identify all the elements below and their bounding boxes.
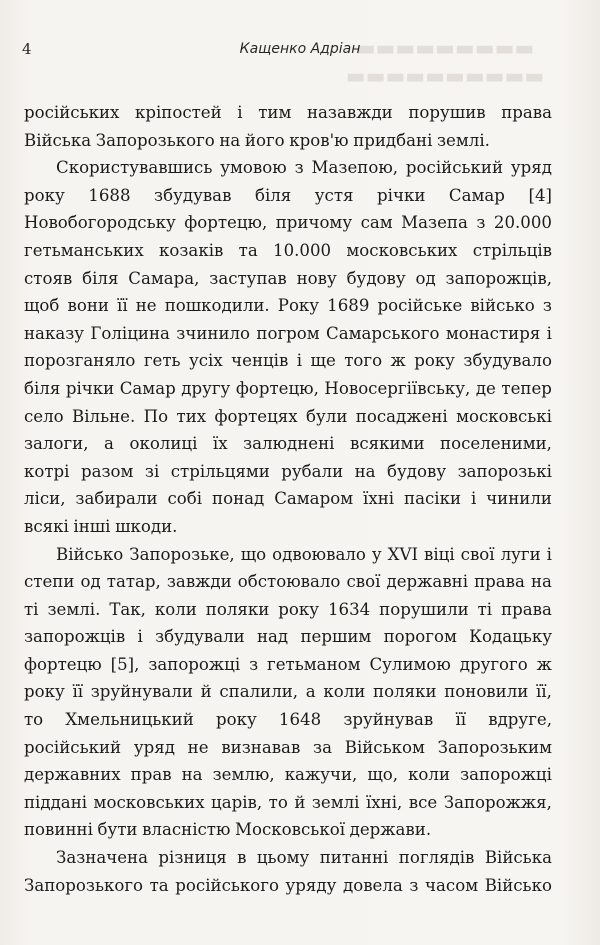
text-line: [24, 237, 552, 265]
word: державні: [386, 572, 469, 592]
word: Військом: [344, 737, 425, 757]
word: року: [24, 185, 65, 205]
text-line: [24, 375, 552, 403]
word: зчинило: [176, 323, 251, 343]
word: свої: [460, 544, 495, 564]
word: і: [296, 351, 303, 371]
text-line: [24, 678, 552, 706]
word: кріпостей: [134, 103, 222, 122]
word: 1648: [278, 710, 322, 730]
word: ченців: [231, 351, 289, 371]
text-line: [24, 651, 552, 679]
word: Війська: [484, 848, 552, 868]
word: залюднені: [243, 434, 335, 454]
word: XVI: [387, 544, 419, 564]
body-text: [24, 99, 552, 899]
word: збудував: [154, 185, 232, 205]
word: котрі: [24, 461, 70, 481]
word: і: [237, 103, 243, 122]
word: поновили: [444, 682, 529, 702]
text-line: [24, 541, 552, 569]
word: царів,: [211, 792, 263, 812]
word: пасіки: [404, 489, 462, 509]
word: Військо: [484, 875, 552, 895]
word: року: [215, 710, 257, 730]
word: назавжди: [306, 103, 393, 122]
word: ще: [310, 351, 336, 371]
word: всякими: [350, 434, 425, 454]
word: де: [475, 378, 496, 398]
word: Хмельницький: [65, 710, 194, 730]
word: біля: [24, 378, 61, 398]
word: збудували: [155, 627, 245, 647]
word: зруйнували: [90, 682, 193, 702]
word: придбані: [353, 130, 433, 150]
word: фортецю,: [235, 378, 319, 398]
word: що,: [367, 765, 399, 785]
word: того: [344, 351, 383, 371]
word: все: [408, 792, 438, 812]
word: вдруге,: [488, 710, 552, 730]
word: гетьманських: [24, 240, 144, 260]
word: 1634: [327, 599, 371, 619]
word: з: [249, 654, 259, 674]
word: землі.: [47, 599, 101, 619]
word: Московської: [235, 820, 346, 840]
word: їх: [212, 434, 228, 454]
word: бути: [97, 820, 138, 840]
word: з: [542, 296, 552, 316]
word: кров'ю: [289, 130, 349, 150]
word: їхні: [363, 489, 395, 509]
word: од: [415, 268, 436, 288]
word: Самар: [448, 185, 505, 205]
word: зруйнував: [343, 710, 434, 730]
word: 1688: [88, 185, 131, 205]
word: посаджені: [355, 406, 448, 426]
word: її: [117, 296, 128, 316]
word: були: [306, 406, 348, 426]
word: одвоювало: [272, 544, 366, 564]
word: другу: [181, 378, 231, 398]
word: а: [305, 682, 316, 702]
word: тим: [258, 103, 292, 122]
word: шкоди.: [115, 516, 178, 536]
text-line: [24, 265, 552, 293]
word: Запорожжя,: [443, 792, 552, 812]
text-line: [24, 596, 552, 624]
word: державних: [24, 765, 121, 785]
word: стрільцями: [170, 461, 270, 481]
word: село: [24, 406, 64, 426]
text-line: [24, 485, 552, 513]
word: московські: [456, 406, 552, 426]
word: року: [24, 682, 65, 702]
word: околиці: [129, 434, 198, 454]
word: запорожців: [24, 627, 126, 647]
word: його: [244, 130, 285, 150]
word: причому: [275, 213, 353, 233]
word: другого: [459, 654, 528, 674]
word: порогом: [383, 627, 457, 647]
word: 20.000: [493, 213, 552, 233]
text-line: [24, 320, 552, 348]
word: й: [200, 682, 212, 702]
word: кажучи,: [284, 765, 358, 785]
word: ліси,: [24, 489, 66, 509]
text-line: [24, 872, 552, 900]
word: визнавав: [221, 737, 301, 757]
word: поляки: [373, 682, 437, 702]
word: Війська: [24, 130, 92, 150]
word: різниця: [158, 848, 227, 868]
word: нову: [296, 268, 337, 288]
word: стрільців: [472, 240, 552, 260]
word: будову: [387, 461, 447, 481]
word: і: [470, 489, 477, 509]
word: ж: [390, 351, 406, 371]
word: її,: [536, 682, 552, 702]
word: біля: [82, 268, 119, 288]
word: з: [476, 213, 486, 233]
word: Запорозького: [95, 130, 215, 150]
word: Запорозьке,: [129, 544, 235, 564]
word: Новобогородську: [24, 213, 176, 233]
word: залоги,: [24, 434, 89, 454]
word: чинили: [486, 489, 552, 509]
word: коли: [323, 682, 366, 702]
word: над: [256, 627, 289, 647]
word: прав: [130, 765, 172, 785]
word: Зазначена: [56, 848, 148, 868]
word: то: [24, 710, 44, 730]
word: коли: [154, 599, 197, 619]
word: [5],: [110, 654, 140, 674]
word: піддані: [24, 792, 88, 812]
word: Скористувавшись: [56, 158, 213, 178]
word: і: [546, 544, 552, 564]
word: на: [219, 130, 241, 150]
word: Запорозького: [24, 875, 144, 895]
text-line: [24, 347, 552, 375]
word: гетьманом: [267, 654, 361, 674]
word: ж: [536, 654, 552, 674]
word: порозганяло: [24, 351, 136, 371]
word: на: [181, 765, 203, 785]
word: запорожці: [148, 654, 241, 674]
word: Самар: [119, 378, 176, 398]
text-line: [24, 127, 552, 155]
word: луги: [500, 544, 541, 564]
word: а: [104, 434, 114, 454]
word: віці: [424, 544, 455, 564]
word: й: [294, 792, 306, 812]
word: не: [135, 296, 157, 316]
word: річки: [65, 378, 115, 398]
word: зі: [144, 461, 160, 481]
word: геть: [143, 351, 181, 371]
running-header: [22, 40, 578, 64]
word: Голіцина: [90, 323, 170, 343]
word: права: [501, 103, 552, 122]
word: забирали: [75, 489, 158, 509]
word: держави.: [349, 820, 432, 840]
text-line: [24, 706, 552, 734]
word: то: [268, 792, 288, 812]
text-line: [24, 182, 552, 210]
text-line: [24, 403, 552, 431]
word: обстоювало: [237, 572, 341, 592]
word: усіх: [188, 351, 223, 371]
word: землі.: [437, 130, 490, 150]
word: Року: [277, 296, 320, 316]
word: наказу: [24, 323, 85, 343]
text-line: [24, 292, 552, 320]
word: в: [237, 848, 247, 868]
word: поляки: [205, 599, 270, 619]
word: спалили,: [219, 682, 299, 702]
word: фортецю: [24, 654, 102, 674]
word: московських: [346, 240, 458, 260]
word: з: [409, 875, 419, 895]
word: од: [80, 572, 101, 592]
word: уряду: [285, 875, 337, 895]
word: російський: [405, 158, 504, 178]
word: Мазепою,: [311, 158, 399, 178]
word: та: [238, 240, 258, 260]
word: фортецю,: [184, 213, 268, 233]
word: на: [530, 572, 552, 592]
word: її: [72, 682, 84, 702]
page-number: 4: [22, 40, 32, 58]
word: і: [546, 323, 552, 343]
word: року: [278, 599, 319, 619]
word: заступав: [209, 268, 287, 288]
word: московських: [93, 792, 205, 812]
word: власністю: [142, 820, 231, 840]
word: козаків: [159, 240, 224, 260]
word: російського: [175, 875, 279, 895]
word: з: [294, 158, 304, 178]
word: Запорозьким: [437, 737, 552, 757]
word: Самара,: [128, 268, 200, 288]
word: погром: [256, 323, 320, 343]
word: Сулимою: [369, 654, 451, 674]
word: та: [149, 875, 169, 895]
word: умовою: [220, 158, 287, 178]
word: запорозькі: [457, 461, 552, 481]
word: права: [501, 599, 552, 619]
word: поселеними,: [440, 434, 552, 454]
word: землю,: [212, 765, 275, 785]
word: на: [354, 461, 376, 481]
text-line: [24, 99, 552, 127]
word: По: [143, 406, 169, 426]
text-line: [24, 154, 552, 182]
word: вони: [67, 296, 109, 316]
word: рубали: [281, 461, 344, 481]
word: інші: [73, 516, 111, 536]
word: права: [474, 572, 525, 592]
word: Військо: [56, 544, 124, 564]
word: землі: [311, 792, 360, 812]
word: всякі: [24, 516, 69, 536]
word: російське: [377, 296, 463, 316]
text-line: [24, 513, 552, 541]
word: Новосергіївську,: [324, 378, 471, 398]
word: пошкодили.: [164, 296, 270, 316]
word: фортецях: [214, 406, 298, 426]
word: ті: [477, 599, 493, 619]
word: стояв: [24, 268, 73, 288]
word: довела: [342, 875, 403, 895]
text-line: [24, 816, 552, 844]
word: свої: [346, 572, 381, 592]
word: запорожців,: [445, 268, 552, 288]
word: повинні: [24, 820, 93, 840]
text-line: [24, 734, 552, 762]
word: уряд: [510, 158, 552, 178]
word: коли: [408, 765, 451, 785]
text-line: [24, 844, 552, 872]
word: запорожці: [460, 765, 552, 785]
word: у: [371, 544, 382, 564]
word: першим: [300, 627, 372, 647]
word: що: [240, 544, 267, 564]
word: річки: [377, 185, 426, 205]
word: тих: [176, 406, 207, 426]
text-line: [24, 430, 552, 458]
word: біля: [254, 185, 292, 205]
word: будову: [346, 268, 406, 288]
word: порушив: [408, 103, 486, 122]
word: 10.000: [273, 240, 332, 260]
word: Мазепа: [401, 213, 468, 233]
text-line: [24, 568, 552, 596]
word: і: [137, 627, 143, 647]
word: [4]: [528, 185, 552, 205]
word: Так,: [109, 599, 146, 619]
word: степи: [24, 572, 75, 592]
word: понад: [212, 489, 265, 509]
text-line: [24, 209, 552, 237]
word: їхні,: [365, 792, 403, 812]
text-line: [24, 458, 552, 486]
word: російський: [24, 737, 122, 757]
word: Кодацьку: [469, 627, 552, 647]
word: Самаром: [274, 489, 354, 509]
word: поглядів: [398, 848, 475, 868]
word: сам: [360, 213, 393, 233]
word: її: [455, 710, 467, 730]
word: устя: [314, 185, 354, 205]
text-line: [24, 789, 552, 817]
text-line: [24, 623, 552, 651]
word: збудувало: [463, 351, 552, 371]
text-line: [24, 761, 552, 789]
word: 1689: [327, 296, 370, 316]
bleed-through-line: ▬▬▬▬▬▬▬▬▬▬: [345, 64, 545, 88]
word: татар,: [106, 572, 161, 592]
word: російських: [24, 103, 120, 122]
word: порушили: [379, 599, 469, 619]
bleed-through-line: ▬▬▬▬▬▬▬▬▬: [355, 36, 535, 60]
word: питанні: [319, 848, 389, 868]
word: ті: [24, 599, 39, 619]
word: разом: [80, 461, 134, 481]
word: собі: [167, 489, 203, 509]
word: монастиря: [445, 323, 541, 343]
word: щоб: [24, 296, 60, 316]
running-header-author: Кащенко Адріан: [239, 41, 361, 57]
word: військо: [470, 296, 535, 316]
word: за: [313, 737, 332, 757]
word: тепер: [501, 378, 552, 398]
word: року: [414, 351, 455, 371]
word: Вільне.: [72, 406, 136, 426]
word: цьому: [256, 848, 310, 868]
word: уряд: [133, 737, 175, 757]
word: часом: [425, 875, 479, 895]
word: завжди: [166, 572, 232, 592]
word: Самарського: [326, 323, 440, 343]
word: не: [187, 737, 209, 757]
